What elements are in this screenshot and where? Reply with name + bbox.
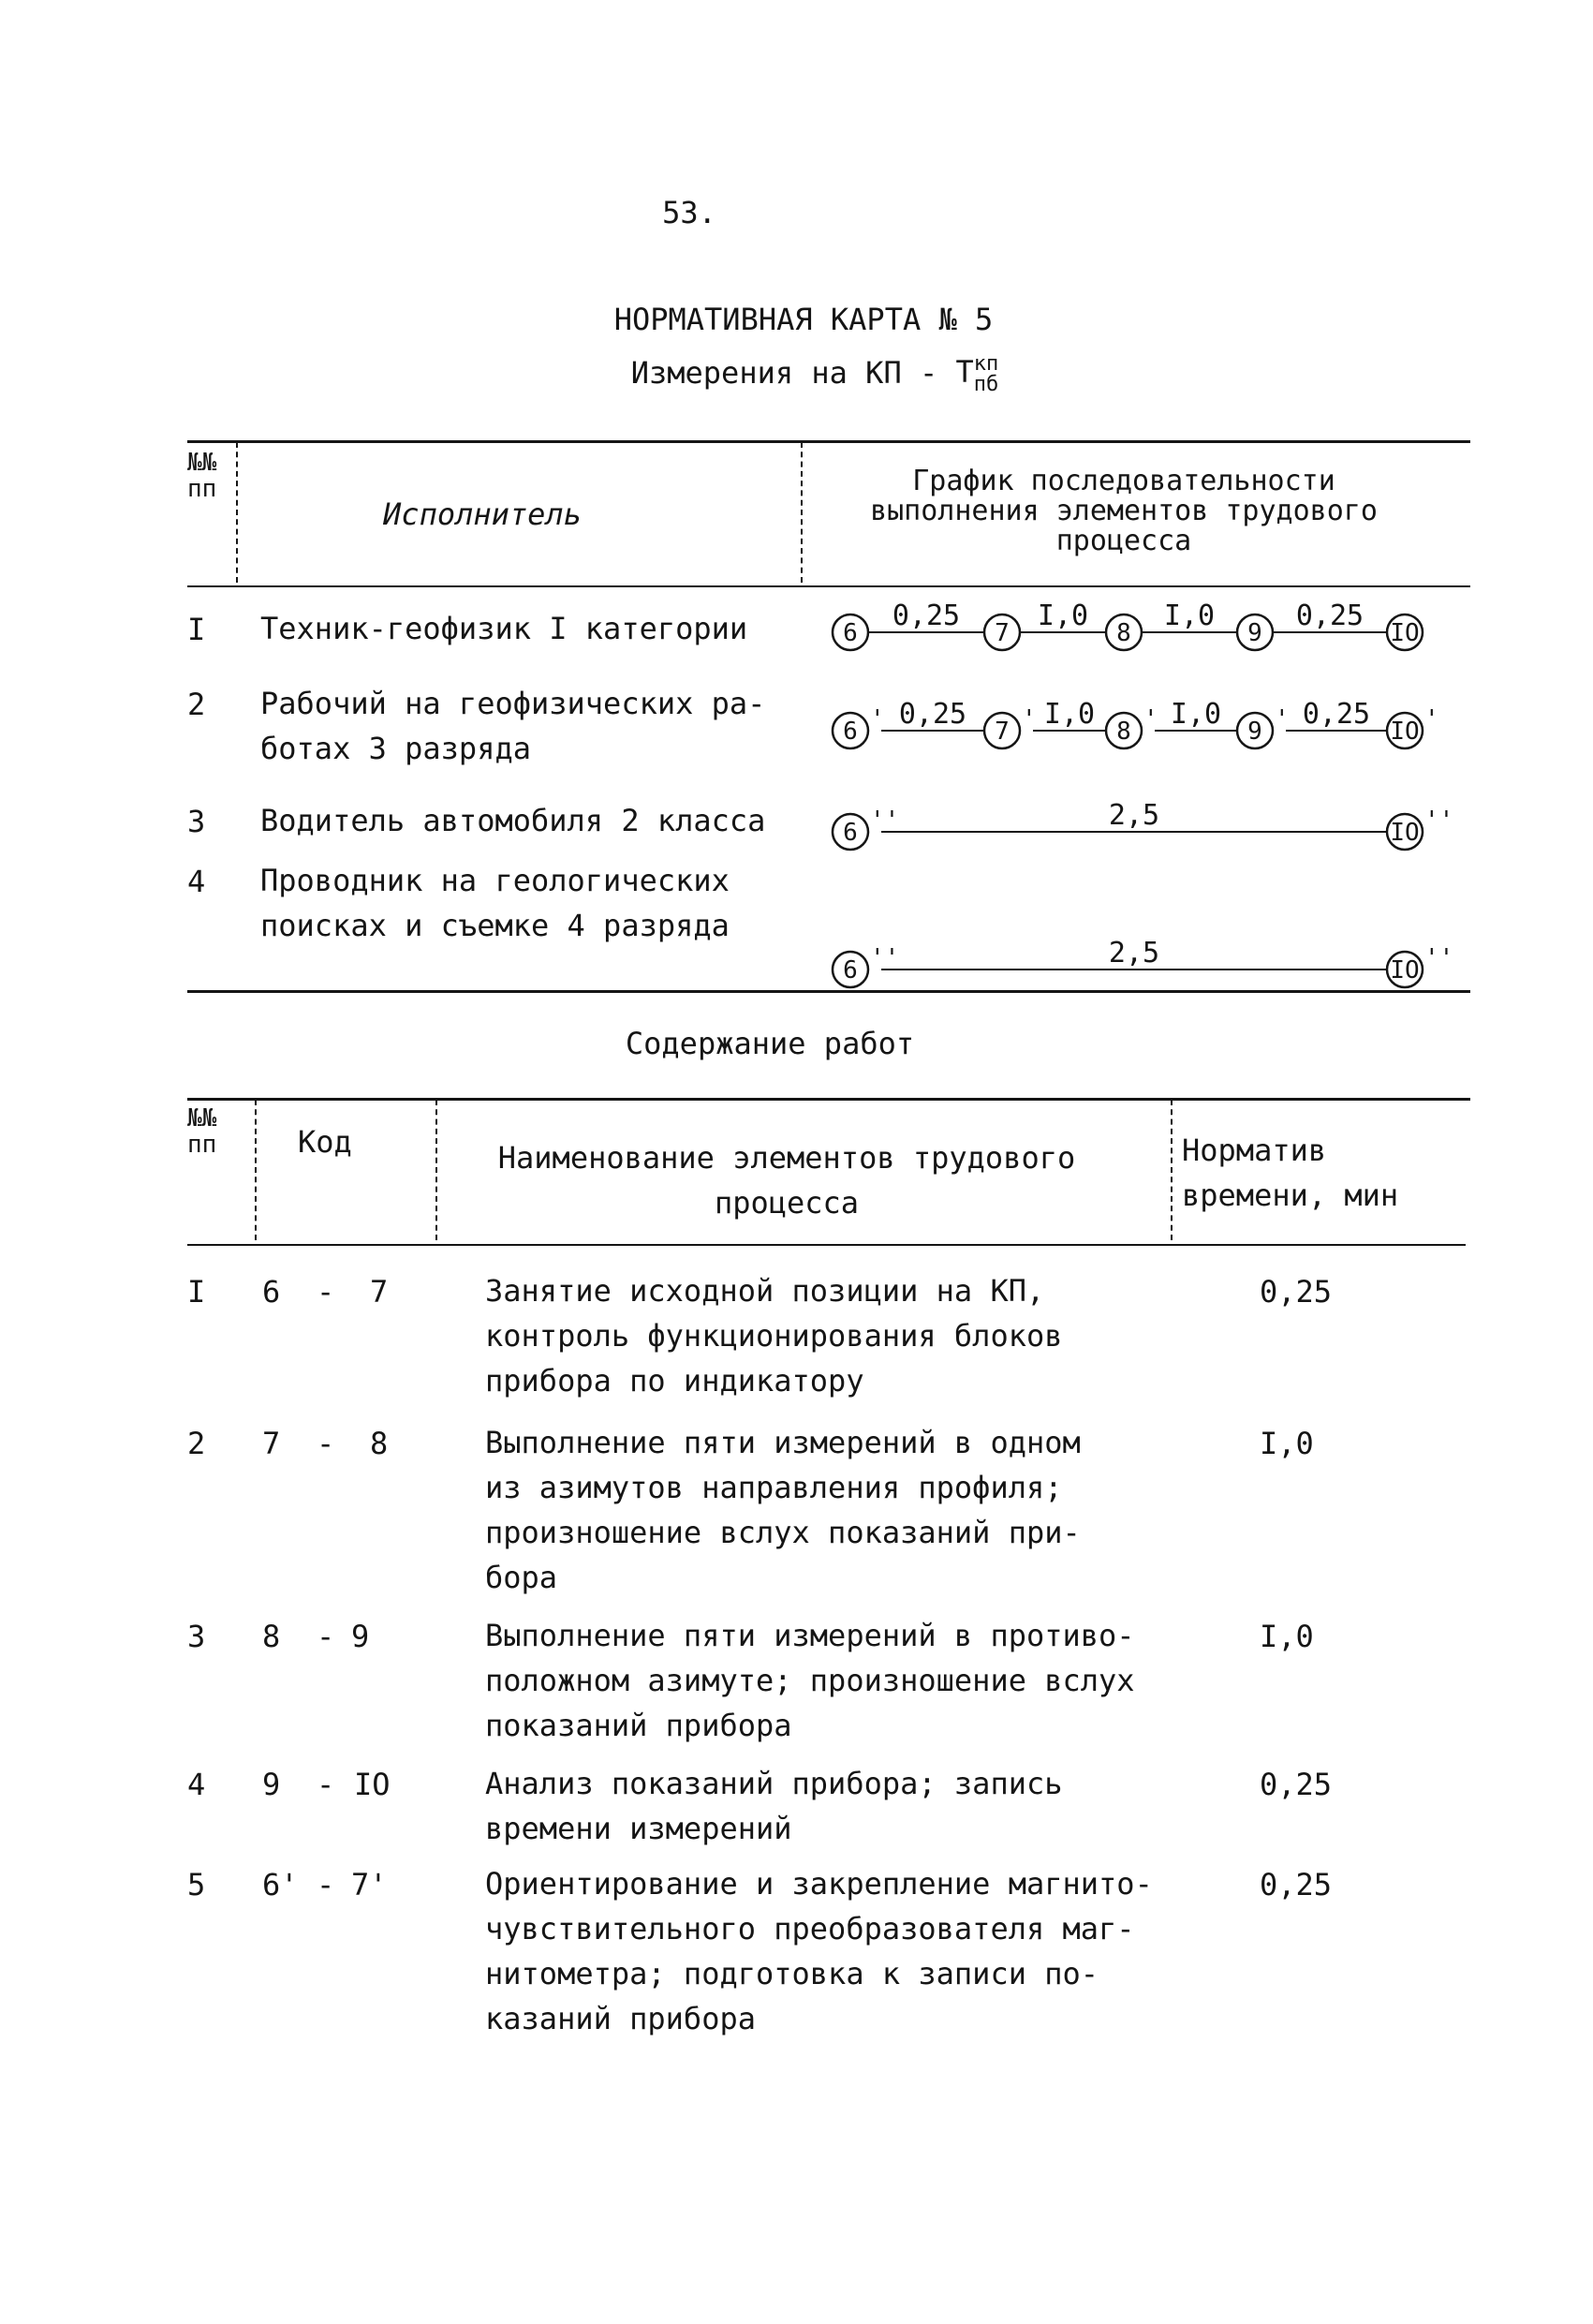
table2-header-rule bbox=[187, 1244, 1466, 1246]
schedule-node-mark: ' bbox=[870, 705, 885, 733]
executor-line: Рабочий на геофизических ра- bbox=[260, 686, 766, 721]
schedule-node-mark: '' bbox=[1424, 807, 1454, 835]
schedule-duration-label: I,0 bbox=[1170, 698, 1222, 731]
table2-header-num: №№ пп bbox=[187, 1104, 217, 1159]
schedule-network-graph bbox=[805, 590, 1480, 1002]
schedule-node-label: 8 bbox=[1116, 718, 1131, 746]
name-line: Выполнение пяти измерений в одном bbox=[485, 1425, 1081, 1460]
table1-col-divider bbox=[801, 442, 803, 583]
table1-row-executor bbox=[260, 681, 765, 771]
table2-row-code-dash: - bbox=[317, 1767, 335, 1802]
schedule-node-label: 8 bbox=[1116, 619, 1131, 647]
schedule-node-label: 9 bbox=[1247, 718, 1262, 746]
schedule-duration-label: 0,25 bbox=[892, 600, 961, 632]
schedule-node-label: 6 bbox=[843, 819, 858, 847]
name-line: положном азимуте; произношение вслух bbox=[485, 1663, 1135, 1698]
name-line: Занятие исходной позиции на КП, bbox=[485, 1273, 1045, 1309]
schedule-node-label: IO bbox=[1390, 619, 1420, 647]
table1-row-num: 4 bbox=[187, 864, 206, 899]
table2-row-num: I bbox=[187, 1274, 206, 1310]
schedule-node-label: 7 bbox=[995, 718, 1010, 746]
table2-row-code-from: 6 bbox=[262, 1274, 281, 1310]
table2-row-num: 4 bbox=[187, 1767, 206, 1802]
table2-row-num: 3 bbox=[187, 1619, 206, 1654]
time-symbol-sub: пб bbox=[973, 373, 999, 396]
table2-top-rule bbox=[187, 1098, 1470, 1101]
schedule-node-label: 6 bbox=[843, 619, 858, 647]
schedule-duration-label: 2,5 bbox=[1108, 937, 1160, 970]
table2-row-name bbox=[485, 1420, 1081, 1600]
name-line: чувствительного преобразователя маг- bbox=[485, 1911, 1135, 1947]
executor-line: Техник-геофизик I категории bbox=[260, 611, 748, 646]
table2-row-norm: I,0 bbox=[1260, 1619, 1314, 1654]
subtitle-text: Измерения на КП - bbox=[630, 355, 938, 391]
schedule-node-mark: '' bbox=[870, 807, 900, 835]
section-title: Содержание работ bbox=[625, 1026, 915, 1061]
table2-row-norm: 0,25 bbox=[1260, 1274, 1333, 1310]
name-line: казаний прибора bbox=[485, 2001, 756, 2036]
table2-row-code-to: 7' bbox=[351, 1867, 388, 1902]
table1-row-executor bbox=[260, 798, 765, 843]
table2-header-code: Код bbox=[298, 1124, 352, 1160]
name-line: Анализ показаний прибора; запись bbox=[485, 1766, 1063, 1801]
schedule-duration-label: I,0 bbox=[1043, 698, 1096, 731]
table1-header-schedule: График последовательности выполнения элементов трудового процесса bbox=[870, 465, 1378, 557]
executor-line: Водитель автомобиля 2 класса bbox=[260, 803, 766, 838]
table1-header-num: №№ пп bbox=[187, 449, 217, 503]
name-line: показаний прибора bbox=[485, 1708, 792, 1743]
document-title: НОРМАТИВНАЯ КАРТА № 5 bbox=[613, 302, 994, 337]
table2-col-divider bbox=[255, 1100, 257, 1240]
schedule-duration-label: 0,25 bbox=[898, 698, 967, 731]
schedule-duration-label: 0,25 bbox=[1302, 698, 1371, 731]
name-line: Выполнение пяти измерений в противо- bbox=[485, 1618, 1135, 1653]
schedule-node-label: 6 bbox=[843, 718, 858, 746]
table1-row-num: 2 bbox=[187, 687, 206, 722]
schedule-duration-label: 0,25 bbox=[1295, 600, 1364, 632]
table2-row-code-from: 7 bbox=[262, 1426, 281, 1461]
table2-row-name bbox=[485, 1268, 1063, 1403]
page-number: 53. bbox=[662, 195, 716, 230]
name-line: из азимутов направления профиля; bbox=[485, 1470, 1063, 1505]
table2-row-norm: 0,25 bbox=[1260, 1867, 1333, 1902]
schedule-node-mark: ' bbox=[1022, 705, 1037, 733]
table2-row-code-from: 8 bbox=[262, 1619, 281, 1654]
table2-row-code-to: IO bbox=[354, 1767, 391, 1802]
table1-row-executor bbox=[260, 606, 747, 651]
executor-line: ботах 3 разряда bbox=[260, 731, 531, 766]
name-line: бора bbox=[485, 1560, 558, 1595]
name-line: нитометра; подготовка к записи по- bbox=[485, 1956, 1099, 1991]
table2-row-norm: I,0 bbox=[1260, 1426, 1314, 1461]
schedule-node-mark: ' bbox=[1143, 705, 1158, 733]
document-subtitle bbox=[631, 354, 999, 395]
time-symbol-sup: кп bbox=[973, 352, 999, 376]
schedule-node-label: IO bbox=[1390, 819, 1420, 847]
table1-header-executor: Исполнитель bbox=[383, 496, 582, 532]
time-symbol-base: Т bbox=[955, 354, 974, 390]
table2-row-name bbox=[485, 1761, 1063, 1851]
table1-row-executor bbox=[260, 858, 730, 948]
schedule-node-label: 7 bbox=[995, 619, 1010, 647]
table2-row-code-dash: - bbox=[317, 1274, 335, 1310]
schedule-duration-label: I,0 bbox=[1037, 600, 1089, 632]
schedule-duration-label: I,0 bbox=[1163, 600, 1216, 632]
table2-row-name bbox=[485, 1613, 1135, 1748]
table1-row-num: 3 bbox=[187, 804, 206, 839]
table2-row-code-from: 6' bbox=[262, 1867, 299, 1902]
table2-header-name: Наименование элементов трудового процесса bbox=[497, 1140, 1076, 1221]
table1-col-divider bbox=[236, 442, 238, 583]
table2-header-norm: Норматив времени, мин bbox=[1182, 1132, 1399, 1213]
schedule-node-label: IO bbox=[1390, 718, 1420, 746]
name-line: произношение вслух показаний при- bbox=[485, 1515, 1081, 1550]
executor-line: поисках и съемке 4 разряда bbox=[260, 908, 730, 943]
table1-header-rule bbox=[187, 585, 1470, 587]
table2-col-divider bbox=[435, 1100, 437, 1240]
table2-row-code-from: 9 bbox=[262, 1767, 281, 1802]
name-line: прибора по индикатору bbox=[485, 1363, 864, 1399]
schedule-node-mark: ' bbox=[1275, 705, 1290, 733]
table2-row-code-to: 8 bbox=[370, 1426, 389, 1461]
schedule-node-label: IO bbox=[1390, 956, 1420, 984]
time-symbol bbox=[956, 354, 999, 395]
name-line: контроль функционирования блоков bbox=[485, 1318, 1063, 1354]
table2-row-code-dash: - bbox=[317, 1619, 335, 1654]
schedule-node-mark: '' bbox=[870, 944, 900, 972]
table2-row-norm: 0,25 bbox=[1260, 1767, 1333, 1802]
table1-row-num: I bbox=[187, 612, 206, 647]
name-line: Ориентирование и закрепление магнито- bbox=[485, 1866, 1153, 1902]
schedule-node-mark: ' bbox=[1424, 705, 1439, 733]
table2-row-name bbox=[485, 1861, 1153, 2041]
table1-top-rule bbox=[187, 440, 1470, 443]
table2-row-num: 5 bbox=[187, 1867, 206, 1902]
schedule-duration-label: 2,5 bbox=[1108, 799, 1160, 832]
table2-row-code-dash: - bbox=[317, 1867, 335, 1902]
schedule-node-mark: '' bbox=[1424, 944, 1454, 972]
executor-line: Проводник на геологических bbox=[260, 863, 730, 898]
table1-bottom-rule bbox=[187, 990, 1470, 993]
table2-col-divider bbox=[1171, 1100, 1173, 1240]
table2-row-code-dash: - bbox=[317, 1426, 335, 1461]
schedule-node-label: 9 bbox=[1247, 619, 1262, 647]
table2-row-num: 2 bbox=[187, 1426, 206, 1461]
schedule-node-label: 6 bbox=[843, 956, 858, 984]
table2-row-code-to: 7 bbox=[370, 1274, 389, 1310]
name-line: времени измерений bbox=[485, 1811, 792, 1846]
table2-row-code-to: 9 bbox=[351, 1619, 370, 1654]
